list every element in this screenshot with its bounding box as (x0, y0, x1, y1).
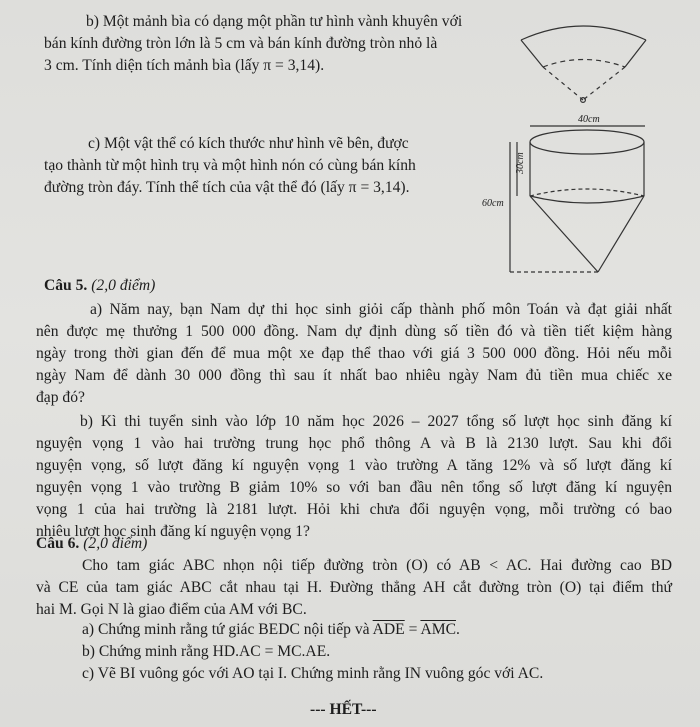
q5-a-line3: ngày trong thời gian đến để mua một xe đạp thể thao với giá 3 500 000 đồng. Hỏi nếu mỗi (36, 345, 672, 362)
arc-amc: $\overline{AMC}$ (420, 621, 456, 638)
q6-a-text: a) Chứng minh rằng tứ giác BEDC nội tiếp và (82, 621, 370, 638)
left-edge (521, 40, 543, 67)
width-label: 40cm (578, 114, 600, 125)
q5-b-line2: nguyện vọng 1 vào hai trường trung học phổ thông A và B là 2130 lượt. Sau khi đổi (36, 435, 672, 452)
cyl-height-label: 30cm (515, 152, 526, 174)
q5-a-line1: a) Năm nay, bạn Nam dự thi học sinh giỏi cấp thành phố môn Toán và đạt giải nhất (90, 301, 672, 318)
arc-ade: $\overline{ADE}$ (372, 621, 405, 638)
inner-arc (543, 60, 625, 68)
q6-a-end: . (455, 621, 460, 638)
q6-line1: Cho tam giác ABC nhọn nội tiếp đường tròn (O) có AB < AC. Hai đường cao BD (82, 557, 672, 574)
geom-c-line1: c) Một vật thể có kích thước như hình vẽ bên, được (88, 135, 409, 152)
cylinder-bottom-front (530, 196, 644, 203)
q6-part-b: b) Chứng minh rằng HD.AC = MC.AE. (82, 643, 331, 660)
q6-points: (2,0 điểm) (83, 535, 148, 552)
q5-b-line6: nhiêu lượt học sinh đăng kí nguyện vọng 1? (36, 523, 310, 540)
q6-a-eq: = (404, 621, 421, 638)
solid-figure (510, 126, 645, 272)
q6-line3: hai M. Gọi N là giao điểm của AM với BC. (36, 601, 307, 618)
q5-b-line1: b) Kì thi tuyển sinh vào lớp 10 năm học 2026 – 2027 tổng số lượt học sinh đăng kí (80, 413, 672, 430)
q6-part-c: c) Vẽ BI vuông góc với AO tại I. Chứng minh rằng IN vuông góc với AC. (82, 665, 544, 682)
q5-b-line4: nguyện vọng 1 vào trường B giảm 10% so với ban đầu nên tổng số lượt đăng kí nguyện (36, 479, 672, 496)
q5-b-line3: nguyện vọng, số lượt đăng kí nguyện vọng 1 vào trường A tăng 12% và số lượt đăng kí (36, 457, 672, 474)
right-edge (625, 40, 646, 67)
right-dash (583, 67, 625, 100)
q6-heading (36, 534, 147, 554)
geom-b-line3: 3 cm. Tính diện tích mảnh bìa (lấy π = 3,14). (44, 57, 325, 74)
geom-b-line2: bán kính đường tròn lớn là 5 cm và bán kính đường tròn nhỏ là (44, 35, 438, 52)
q6-title: Câu 6. (36, 535, 80, 552)
q5-points: (2,0 điểm) (91, 277, 156, 294)
cylinder-top (530, 130, 644, 154)
q5-a-line5: đạp đó? (36, 389, 85, 406)
outer-arc (521, 26, 646, 40)
cylinder-bottom-back (530, 189, 644, 196)
q5-heading (44, 276, 155, 296)
q5-b-line5: vọng 1 của hai trường là 2181 lượt. Hỏi khi chưa đổi nguyện vọng, mỗi trường có bao (36, 501, 672, 518)
geom-c-line3: đường tròn đáy. Tính thể tích của vật thể đó (lấy π = 3,14). (44, 179, 410, 196)
geom-b-line1: b) Một mảnh bìa có dạng một phần tư hình vành khuyên với (86, 13, 463, 30)
q6-line2: và CE của tam giác ABC cắt nhau tại H. Đường thẳng AH cắt đường tròn (O) tại điểm thứ (36, 579, 672, 596)
total-height-label: 60cm (482, 198, 504, 209)
q5-title: Câu 5. (44, 277, 88, 294)
q5-a-line2: nên được mẹ thưởng 1 500 000 đồng. Nam dự định dùng số tiền đó và tiền tiết kiệm hàng (36, 323, 672, 340)
annulus-figure (521, 26, 646, 102)
q5-a-line4: ngày Nam để dành 30 000 đồng thì sau ít nhất bao nhiêu ngày Nam đủ tiền mua chiếc xe (36, 367, 672, 384)
q6-part-a (82, 620, 460, 640)
cone-left (530, 196, 598, 272)
left-dash (543, 67, 583, 100)
end-mark: --- HẾT--- (310, 701, 377, 718)
geom-c-line2: tạo thành từ một hình trụ và một hình nón có cùng bán kính (44, 157, 416, 174)
cone-right (598, 196, 644, 272)
